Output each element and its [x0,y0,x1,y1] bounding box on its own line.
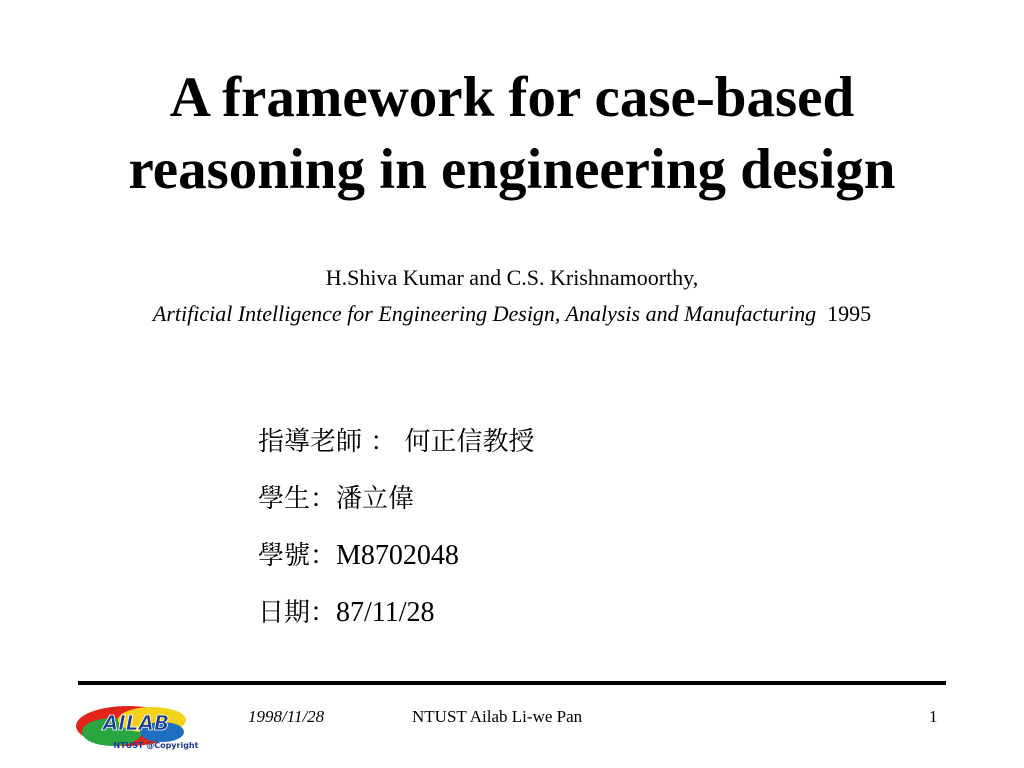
presenter-info [258,420,535,648]
info-label: 日期 [258,598,311,628]
footer-divider [78,681,946,685]
info-separator: ： [362,427,405,457]
info-label: 學號 [258,541,311,571]
info-value: M8702048 [336,540,459,571]
title-line-1: A framework for case-based [169,66,855,129]
info-row-student-id [258,534,535,591]
info-row-date [258,591,535,648]
info-value: 潘立偉 [336,484,415,514]
info-separator: ： [310,484,337,514]
slide-title [40,62,984,206]
info-separator: ： [310,541,337,571]
logo-subtext: NTUST @Copyright [113,741,199,750]
citation-line [20,300,1004,328]
logo-text: AILAB [102,711,170,735]
info-value: 何正信教授 [404,427,535,457]
authors: H.Shiva Kumar and C.S. Krishnamoorthy, [325,265,699,290]
info-label: 學生 [258,484,311,514]
info-label: 指導老師 [258,427,363,457]
ailab-logo [72,698,200,752]
journal-name: Artificial Intelligence for Engineering Design, Analysis and Manufacturing [152,301,817,326]
footer-date: 1998/11/28 [248,707,325,726]
publication-year: 1995 [827,301,872,326]
page-number: 1 [929,707,938,726]
info-value: 87/11/28 [336,597,435,628]
title-line-2: reasoning in engineering design [128,138,896,201]
info-row-advisor [258,420,535,477]
info-row-student [258,477,535,534]
info-separator: ： [310,598,337,628]
footer-author: NTUST Ailab Li-we Pan [412,707,583,726]
